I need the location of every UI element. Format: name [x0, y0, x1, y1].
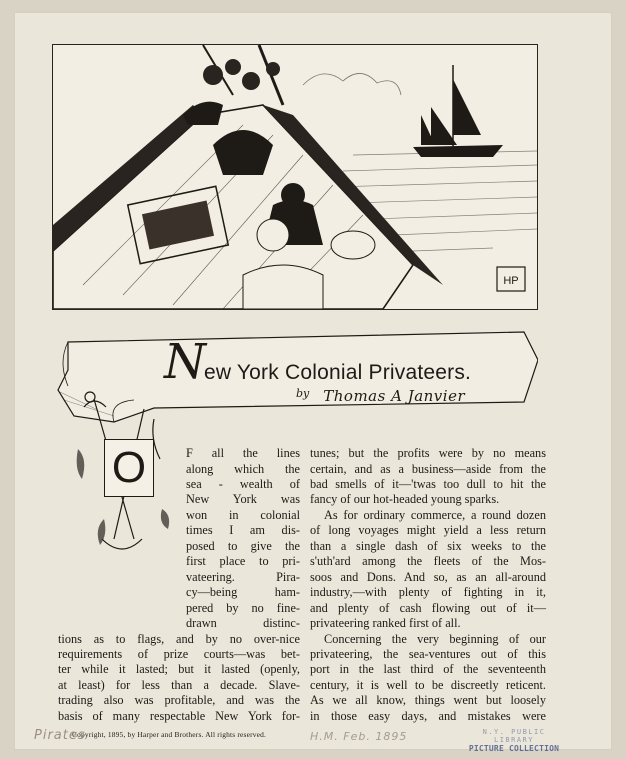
dropcap-ornament [96, 439, 162, 507]
illustrator-monogram: HP [503, 275, 519, 287]
column-line: industry,—with plenty of fighting in it, [310, 585, 546, 600]
column-line: port in the last third of the seventeenth [310, 662, 546, 677]
column-line: vateering. Pira- [186, 569, 300, 584]
dropcap-letter: O [111, 443, 147, 492]
column-line: privateering, the sea-ventures out of this [310, 646, 546, 661]
ship-deck-drawing [53, 45, 537, 309]
column-line: fancy of our hot-headed young sparks. [310, 492, 500, 507]
column-line: sea - wealth of [186, 477, 300, 491]
distant-ship [413, 65, 503, 157]
column-line: soos and Dons. And so, as an all-around [310, 569, 546, 584]
column-line: certain, and as a business—aside from the [310, 461, 546, 476]
by-label: by [296, 387, 310, 400]
column-line: New York was [186, 492, 300, 507]
column-line: of long voyages might yield a less return [310, 523, 546, 538]
column-line: posed to give the [186, 538, 300, 553]
column-line: tions as to flags, and by no over-nice [58, 631, 300, 646]
column-line: times I am dis- [186, 523, 300, 538]
column-line: privateering ranked first of all. [310, 616, 461, 630]
column-line: cy—being ham- [186, 585, 300, 600]
article-title [164, 334, 504, 390]
magazine-page [14, 12, 612, 753]
column-line: As we all know, things went but loosely [310, 693, 546, 708]
column-line: basis of many respectable New York for- [58, 708, 300, 723]
column-line: Concerning the very beginning of our [324, 631, 546, 646]
column-line: tunes; but the profits were by no means [310, 446, 546, 460]
author-name: Thomas A Janvier [323, 387, 466, 405]
column-line: at least) for less than a decade. Slave- [58, 677, 300, 692]
dropcap-frame [104, 439, 154, 497]
column-line: century, it is well to be discreetly reticent. [310, 677, 546, 692]
title-text: ew York Colonial Privateers. [204, 361, 472, 384]
column-line: As for ordinary commerce, a round dozen [324, 507, 546, 522]
column-line: first place to pri- [186, 554, 300, 569]
column-line: than a single dash of six weeks to the [310, 538, 546, 553]
column-line: pered by no fine- [186, 600, 300, 615]
column-line: and plenty of cash flowing out of it— [310, 600, 546, 615]
column-line: trading also was profitable, and was the [58, 693, 300, 708]
column-line: ter while it lasted; but it lasted (openly, [58, 662, 300, 677]
byline [296, 386, 465, 405]
column-line: along which the [186, 461, 300, 476]
column-line: won in colonial [186, 507, 300, 522]
title-initial-letter: N [164, 334, 206, 390]
stamp-line-library: N.Y. PUBLIC LIBRARY [482, 728, 546, 744]
library-stamp [460, 728, 568, 753]
handwritten-note-date: H.M. Feb. 1895 [310, 730, 408, 743]
column-line: s'uth'ard among the fleets of the Mos- [310, 554, 546, 569]
column-line: in those easy days, and mistakes were [310, 708, 546, 723]
column-line: drawn distinc- [186, 616, 300, 630]
stamp-line-collection: PICTURE COLLECTION [468, 744, 560, 753]
handwritten-note-left: Pirates [34, 728, 86, 743]
copyright-notice: Copyright, 1895, by Harper and Brothers. All rights reserved. [72, 730, 267, 739]
column-line: F all the lines [186, 446, 300, 460]
ship-deck-illustration [52, 44, 538, 310]
column-line: bad smells of it—'twas too dull to hit the [310, 477, 546, 491]
column-line: requirements of prize courts—was bet- [58, 646, 300, 661]
